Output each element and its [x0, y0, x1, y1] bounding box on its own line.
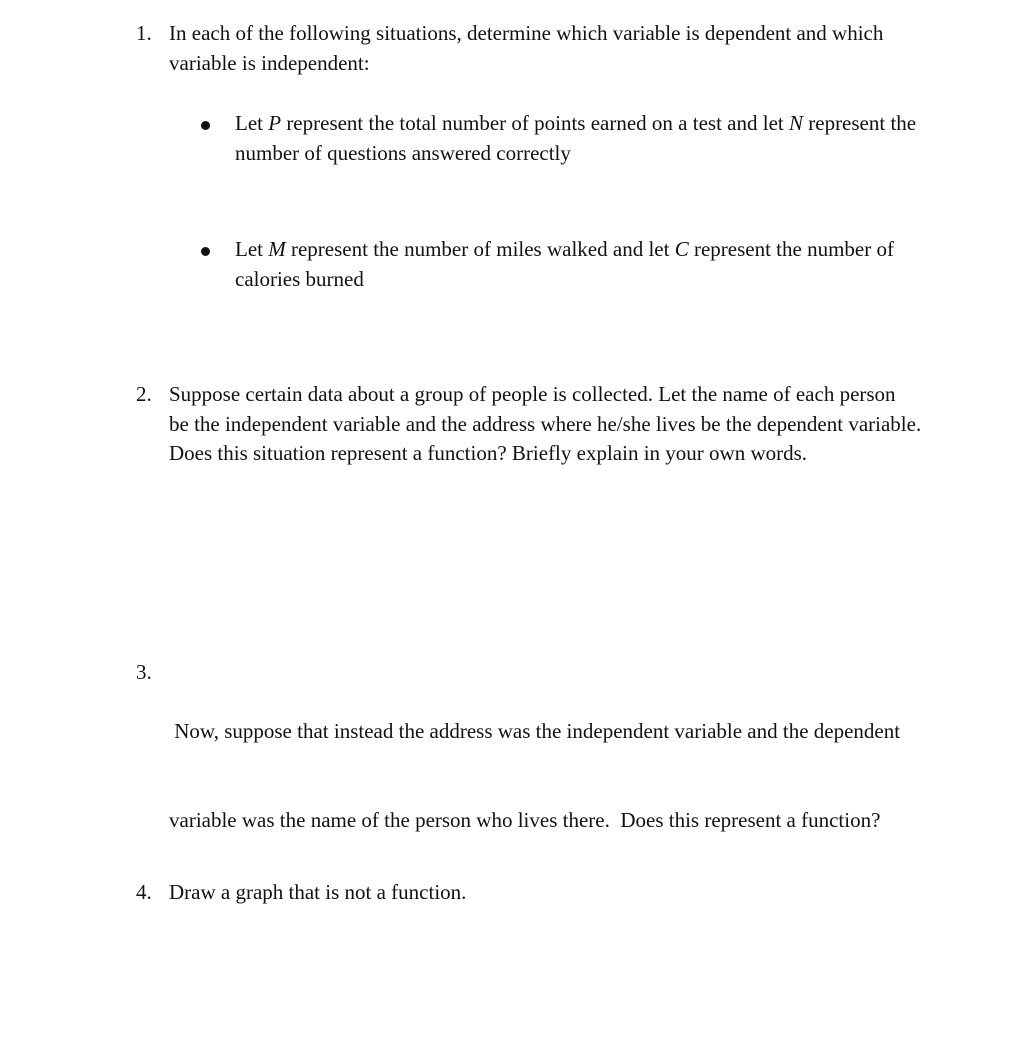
question-line: variable is independent:: [169, 50, 370, 75]
question-number: 2.: [136, 382, 152, 406]
question-line: variable was the name of the person who lives there. Does this represent a function?: [169, 807, 881, 832]
question-text: [169, 19, 969, 78]
question-text: [169, 878, 969, 908]
bullet-dot-icon: [201, 121, 210, 130]
question-line: Suppose certain data about a group of people is collected. Let the name of each person: [169, 382, 896, 406]
question-line: In each of the following situations, determine which variable is dependent and which: [169, 21, 884, 45]
question-line: be the independent variable and the address where he/she lives be the dependent variable.: [169, 411, 922, 436]
variable-p: P: [268, 111, 282, 135]
question-text: [169, 658, 969, 894]
variable-m: M: [268, 237, 286, 261]
question-text: [169, 380, 969, 469]
bullet-line: Let M represent the number of miles walked and let C represent the number of: [235, 237, 894, 261]
question-number: 1.: [136, 21, 152, 45]
bullet-dot-icon: [201, 247, 210, 256]
question-line: Draw a graph that is not a function.: [169, 880, 467, 904]
bullet-text: [235, 109, 975, 168]
question-number: 3.: [136, 660, 152, 684]
bullet-line: number of questions answered correctly: [235, 140, 571, 165]
variable-n: N: [788, 111, 803, 135]
bullet-text: [235, 235, 975, 294]
question-number: 4.: [136, 880, 152, 904]
question-line: Does this situation represent a function? Briefly explain in your own words.: [169, 441, 808, 465]
variable-c: C: [674, 237, 689, 261]
bullet-line: calories burned: [235, 266, 364, 291]
bullet-line: Let P represent the total number of points earned on a test and let N represent the: [235, 111, 917, 135]
question-line: Now, suppose that instead the address was the independent variable and the dependent: [169, 719, 901, 743]
